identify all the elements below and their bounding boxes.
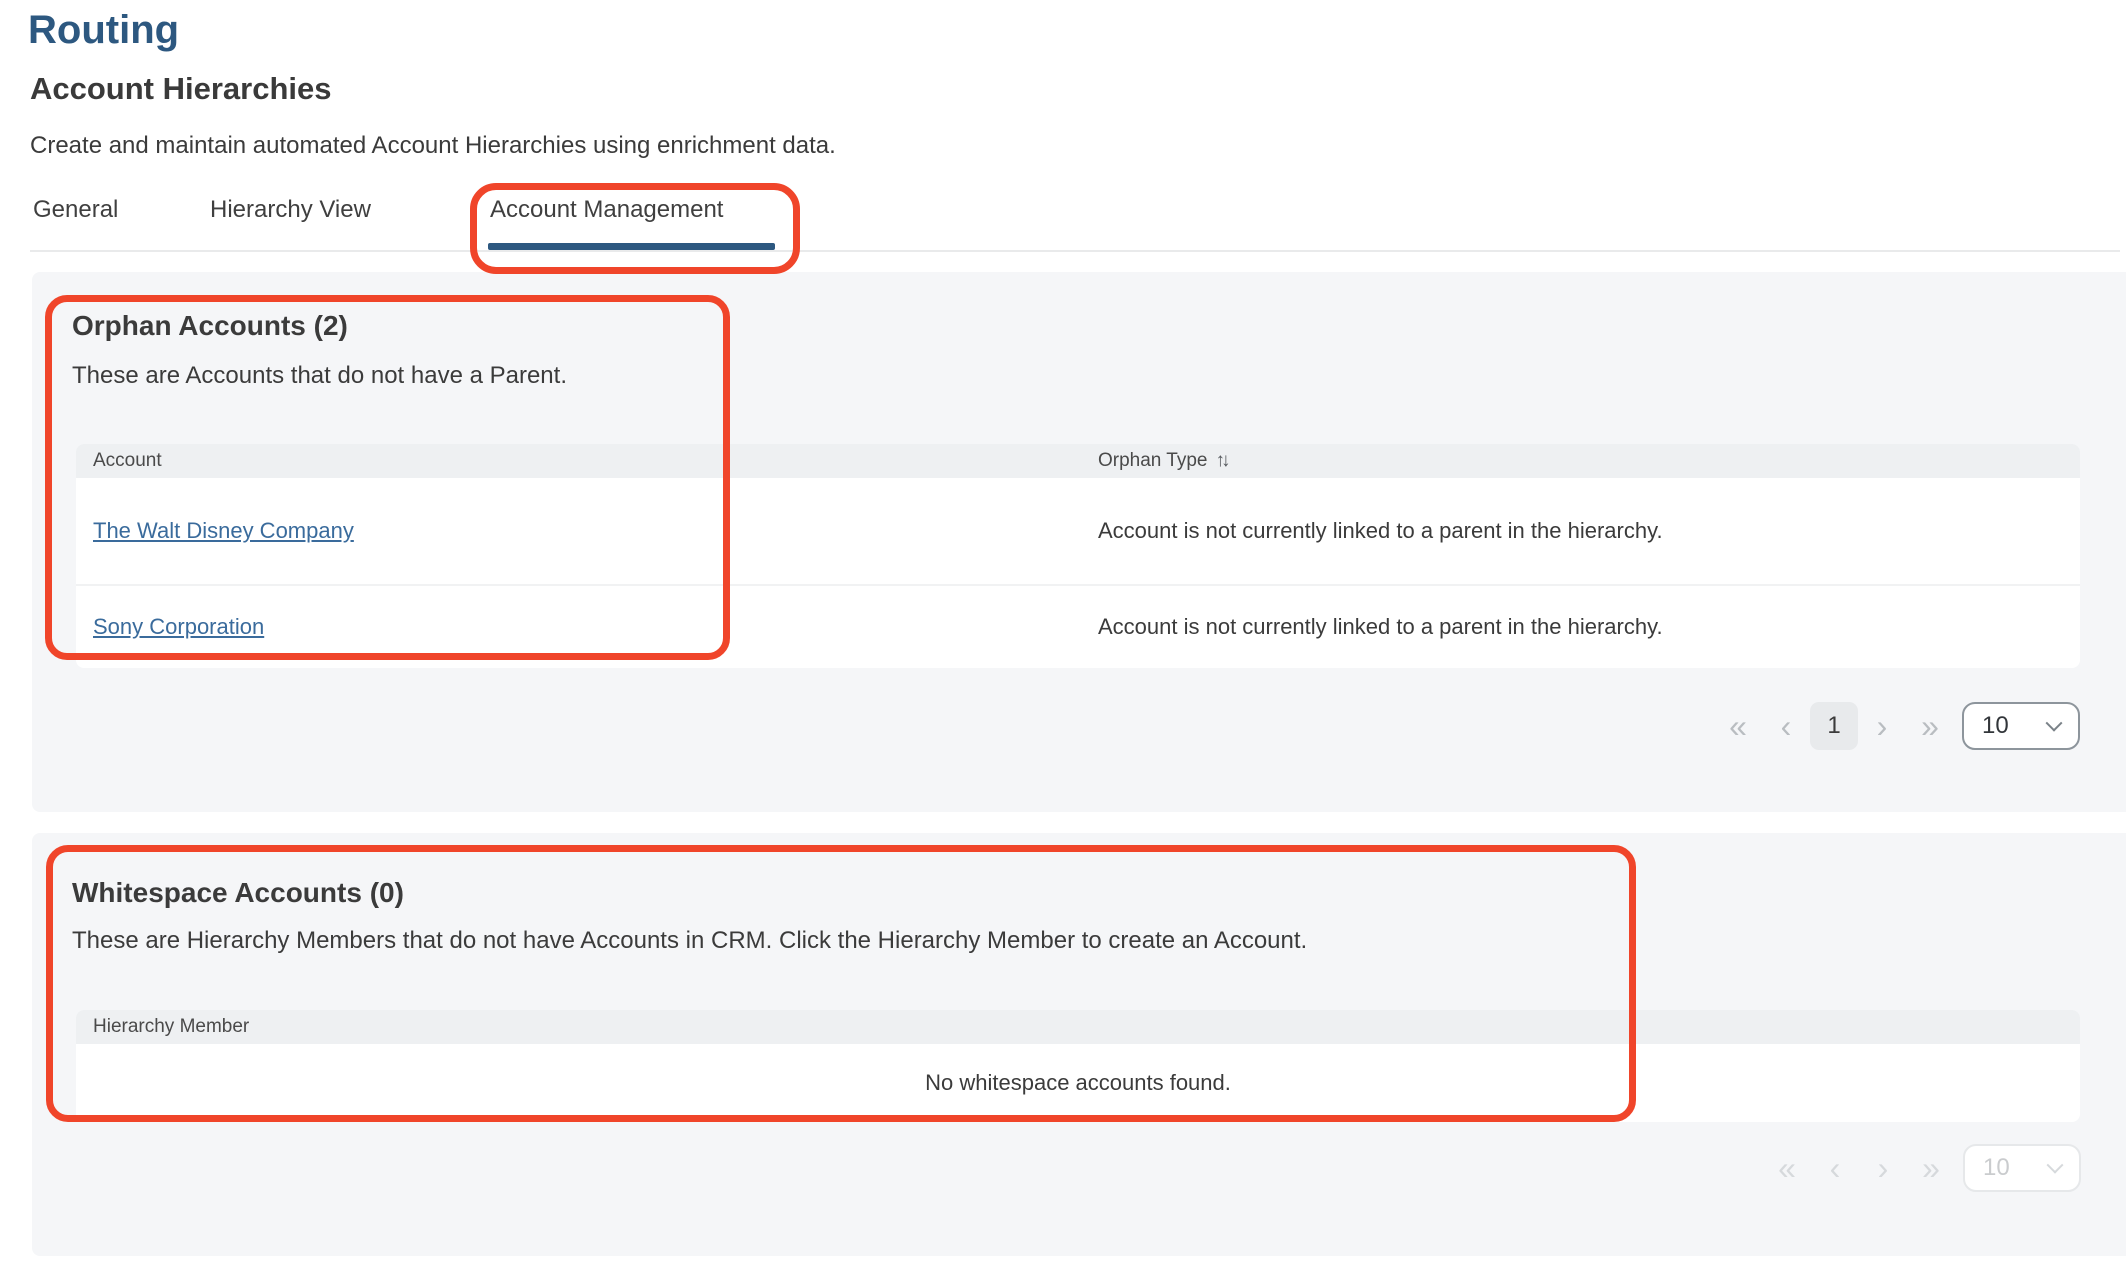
tab-general[interactable]: General [33, 196, 119, 223]
page-description: Create and maintain automated Account Hierarchies using enrichment data. [30, 132, 836, 159]
first-page-button: « [1778, 1150, 1796, 1186]
tab-hierarchy-view[interactable]: Hierarchy View [210, 196, 371, 223]
chevron-down-icon [2046, 715, 2063, 732]
active-tab-indicator [488, 243, 775, 250]
sort-icon[interactable]: ↑↓ [1215, 450, 1227, 471]
first-page-button[interactable]: « [1729, 708, 1747, 744]
next-page-button: › [1877, 1150, 1889, 1186]
page-size-select[interactable] [1962, 702, 2080, 750]
whitespace-section-title: Whitespace Accounts (0) [72, 877, 404, 908]
orphan-table-header [76, 444, 2080, 478]
whitespace-accounts-table [76, 1010, 2080, 1122]
orphan-section-description: These are Accounts that do not have a Parent. [72, 362, 567, 389]
table-row [76, 478, 2080, 584]
current-page-button[interactable]: 1 [1810, 702, 1858, 750]
column-header-orphan-type[interactable] [1098, 450, 1231, 472]
column-header-account: Account [93, 450, 162, 471]
next-page-button[interactable]: › [1876, 708, 1888, 744]
account-link-walt-disney[interactable]: The Walt Disney Company [93, 518, 354, 543]
tab-account-management[interactable]: Account Management [490, 196, 724, 223]
account-link-sony[interactable]: Sony Corporation [93, 614, 265, 639]
orphan-accounts-section [32, 272, 2126, 812]
previous-page-button[interactable]: ‹ [1780, 708, 1792, 744]
page-subtitle: Account Hierarchies [30, 71, 332, 106]
page-title: Routing [28, 8, 180, 52]
whitespace-section-description: These are Hierarchy Members that do not have Accounts in CRM. Click the Hierarchy Member to create an Account. [72, 927, 1308, 954]
account-cell [76, 614, 1098, 640]
whitespace-accounts-section [32, 833, 2126, 1256]
page-size-select [1963, 1144, 2081, 1192]
orphan-type-cell: Account is not currently linked to a parent in the hierarchy. [1098, 518, 1663, 543]
account-cell [76, 518, 1098, 544]
page-size-value: 10 [1982, 712, 2009, 739]
orphan-type-label: Orphan Type [1098, 450, 1208, 471]
table-row [76, 586, 2080, 668]
tabbar-divider [30, 250, 2120, 252]
orphan-pagination [1714, 702, 2080, 750]
whitespace-pagination [1763, 1144, 2081, 1192]
orphan-type-cell: Account is not currently linked to a parent in the hierarchy. [1098, 614, 1663, 639]
whitespace-table-header [76, 1010, 2080, 1044]
page-size-value: 10 [1983, 1154, 2010, 1181]
orphan-section-title: Orphan Accounts (2) [72, 310, 348, 341]
orphan-accounts-table [76, 444, 2080, 668]
previous-page-button: ‹ [1829, 1150, 1841, 1186]
last-page-button: » [1922, 1150, 1940, 1186]
last-page-button[interactable]: » [1921, 708, 1939, 744]
column-header-hierarchy-member: Hierarchy Member [93, 1016, 250, 1037]
empty-state-message: No whitespace accounts found. [925, 1070, 1231, 1095]
chevron-down-icon [2047, 1157, 2064, 1174]
